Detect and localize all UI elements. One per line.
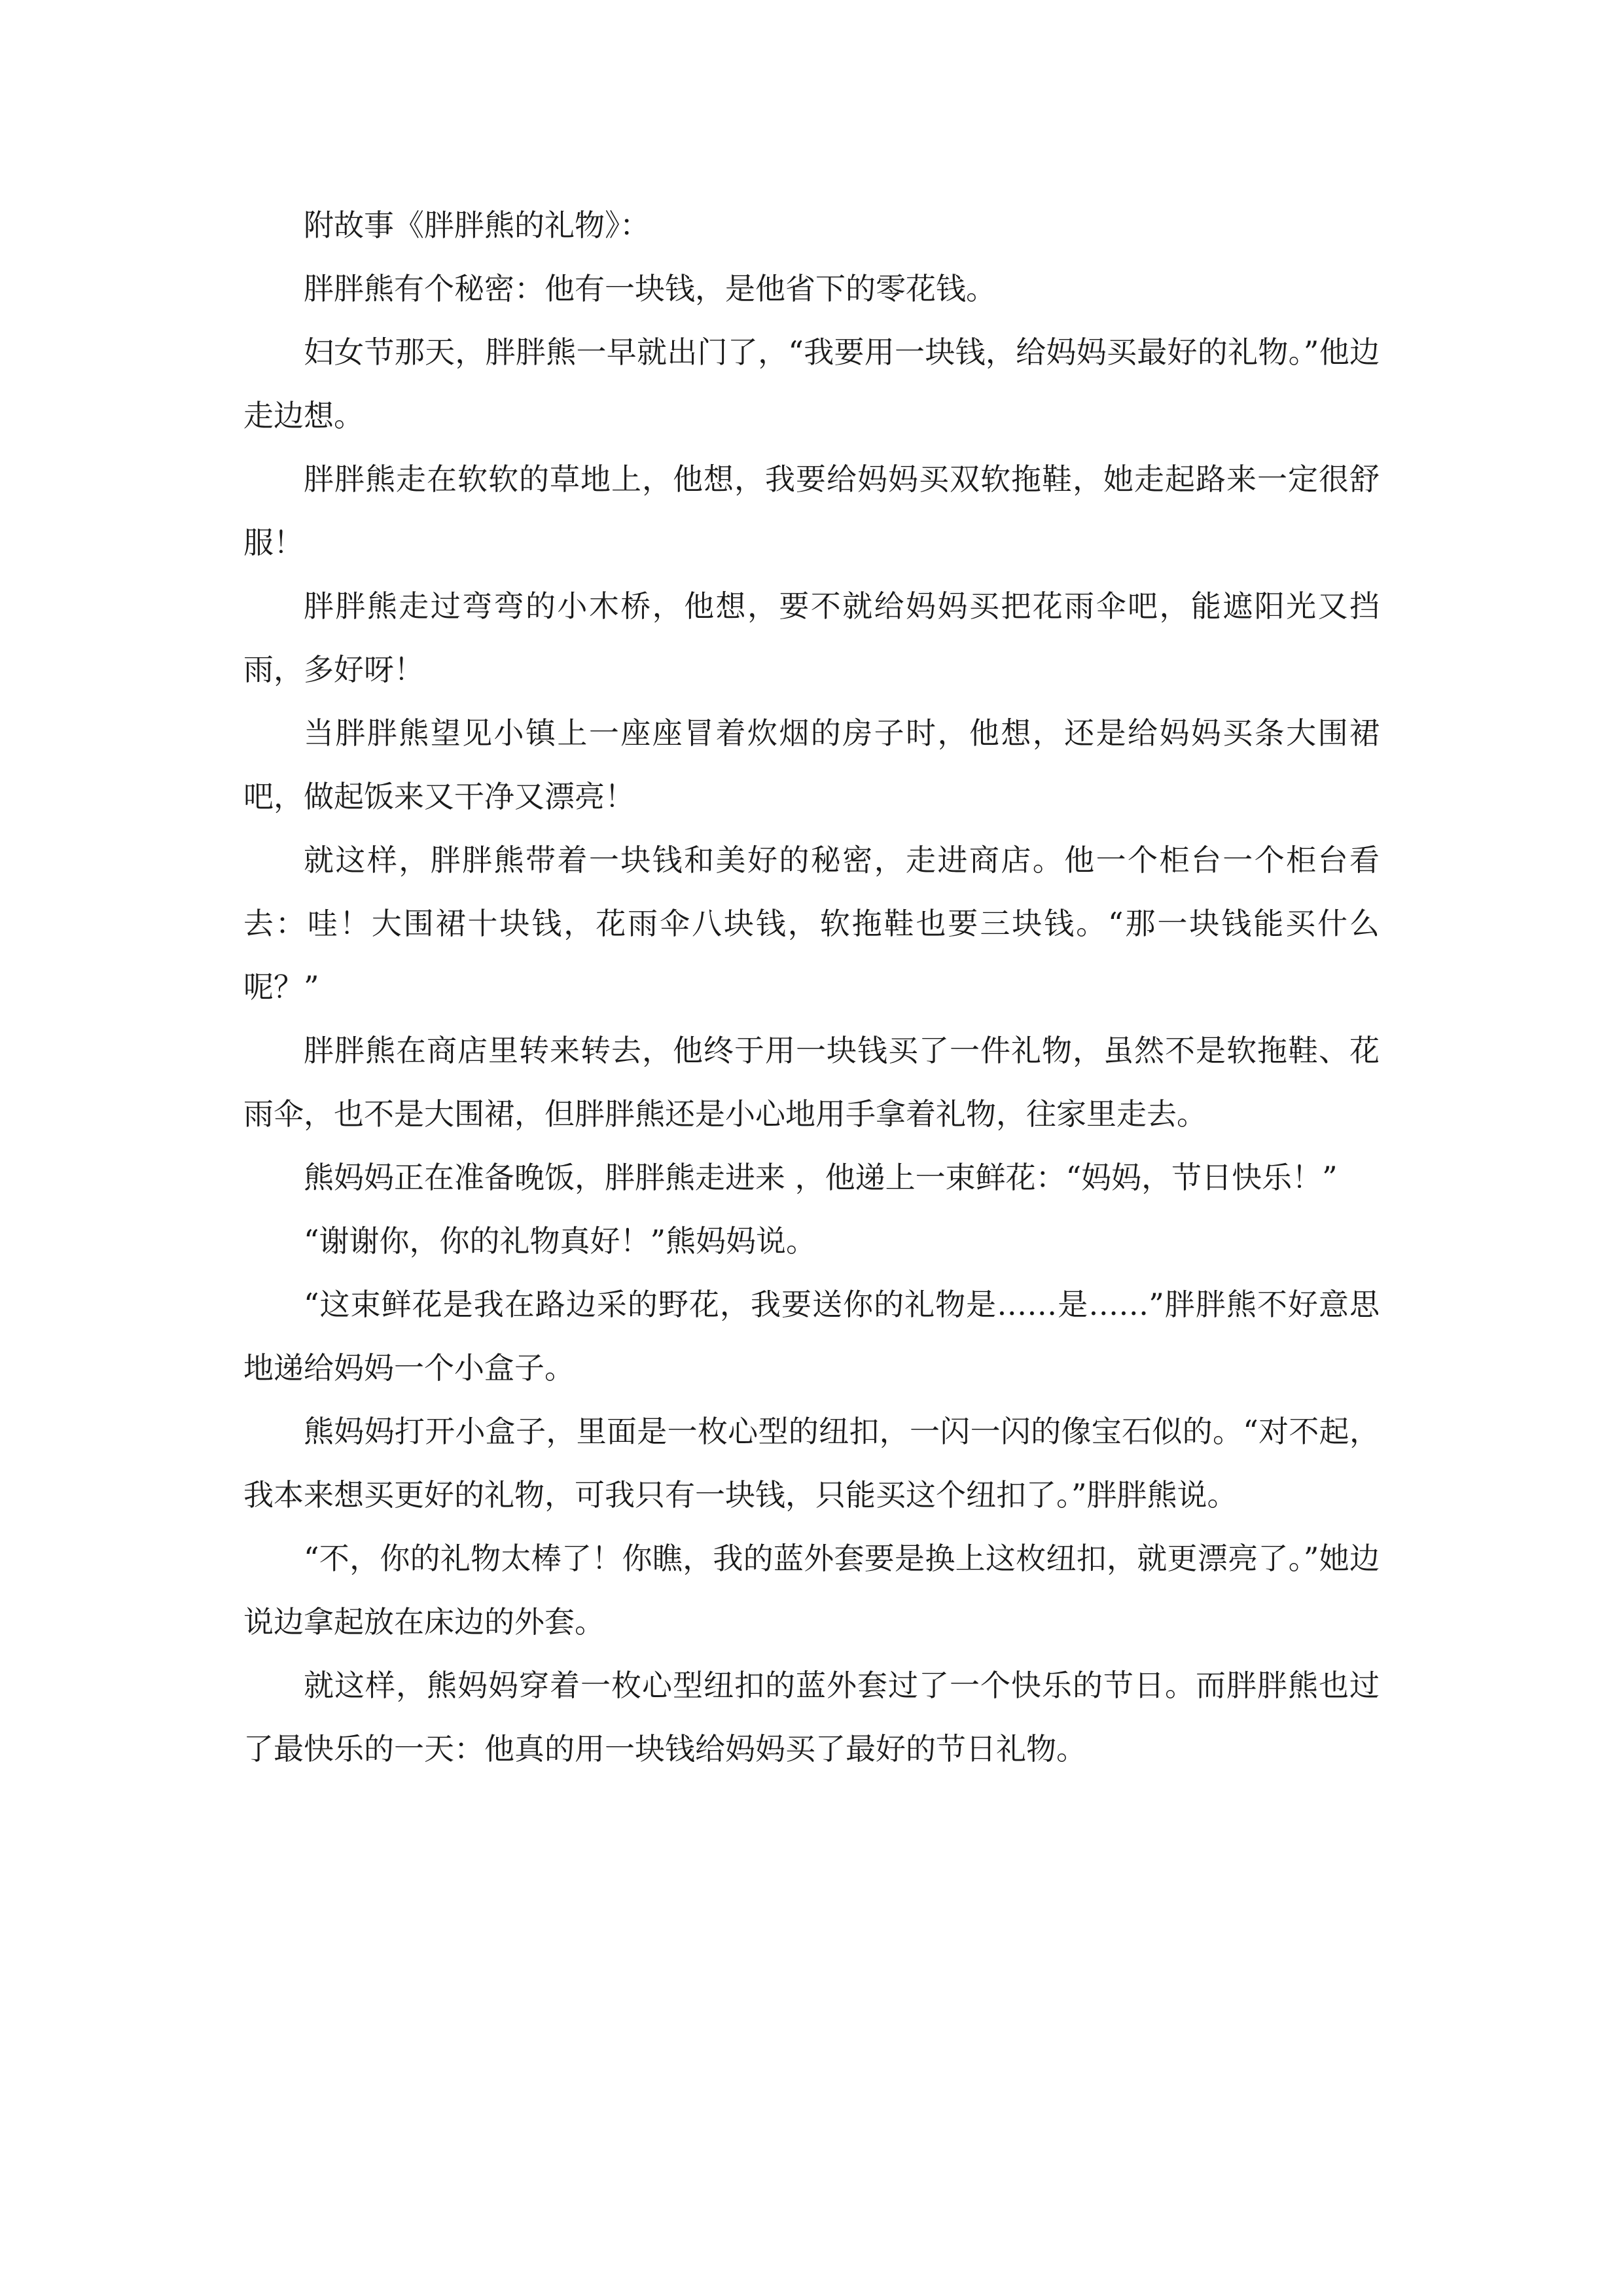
paragraph: 胖胖熊走过弯弯的小木桥，他想，要不就给妈妈买把花雨伞吧，能遮阳光又挡雨，多好呀！ [243,588,1380,687]
paragraph: “谢谢你，你的礼物真好！”熊妈妈说。 [304,1223,817,1259]
paragraph: 就这样，胖胖熊带着一块钱和美好的秘密，走进商店。他一个柜台一个柜台看去：哇！大围裙十块钱，花雨伞八块钱，软拖鞋也要三块钱。“那一块钱能买什么呢？” [243,842,1380,1005]
paragraph: 就这样，熊妈妈穿着一枚心型纽扣的蓝外套过了一个快乐的节日。而胖胖熊也过了最快乐的一天：他真的用一块钱给妈妈买了最好的节日礼物。 [243,1668,1380,1767]
paragraph: 胖胖熊走在软软的草地上，他想，我要给妈妈买双软拖鞋，她走起路来一定很舒服！ [243,461,1380,560]
paragraph: 妇女节那天，胖胖熊一早就出门了，“我要用一块钱，给妈妈买最好的礼物。”他边走边想。 [243,334,1380,433]
story-body [243,194,1380,1781]
paragraph: “这束鲜花是我在路边采的野花，我要送你的礼物是……是……”胖胖熊不好意思地递给妈妈一个小盒子。 [243,1287,1380,1386]
paragraph: 当胖胖熊望见小镇上一座座冒着炊烟的房子时，他想，还是给妈妈买条大围裙吧，做起饭来又干净又漂亮！ [243,715,1380,814]
paragraph: 胖胖熊有个秘密：他有一块钱，是他省下的零花钱。 [304,271,996,306]
paragraph: 胖胖熊在商店里转来转去，他终于用一块钱买了一件礼物，虽然不是软拖鞋、花雨伞，也不是大围裙，但胖胖熊还是小心地用手拿着礼物，往家里走去。 [243,1033,1380,1132]
paragraph: 熊妈妈打开小盒子，里面是一枚心型的纽扣，一闪一闪的像宝石似的。“对不起，我本来想买更好的礼物，可我只有一块钱，只能买这个纽扣了。”胖胖熊说。 [243,1414,1380,1513]
paragraph: 熊妈妈正在准备晚饭，胖胖熊走进来 ，他递上一束鲜花：“妈妈，节日快乐！” [304,1160,1338,1195]
story-heading: 附故事《胖胖熊的礼物》： [304,207,650,243]
paragraph: “不，你的礼物太棒了！你瞧，我的蓝外套要是换上这枚纽扣，就更漂亮了。”她边说边拿起放在床边的外套。 [243,1541,1380,1640]
